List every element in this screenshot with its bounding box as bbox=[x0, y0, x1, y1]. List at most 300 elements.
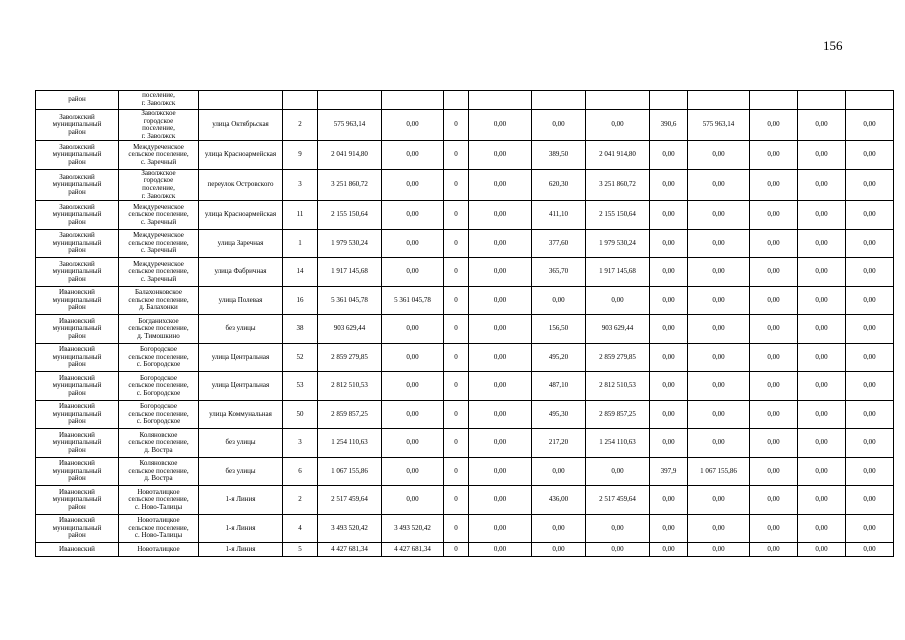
cell-value-14: 0,00 bbox=[798, 457, 846, 486]
cell-district bbox=[36, 457, 119, 486]
cell-value-6: 0,00 bbox=[382, 169, 444, 200]
cell-value-13: 0,00 bbox=[750, 457, 798, 486]
cell-value-13: 0,00 bbox=[750, 372, 798, 401]
settlement-line: Междуреченское bbox=[133, 259, 184, 268]
cell-value-9: 411,10 bbox=[532, 201, 586, 230]
cell-value-6: 0,00 bbox=[382, 201, 444, 230]
cell-district bbox=[36, 400, 119, 429]
cell-value-8: 0,00 bbox=[469, 110, 532, 141]
cell-value-11: 0,00 bbox=[650, 400, 688, 429]
settlement-line: с. Заречный bbox=[140, 246, 177, 255]
table-row bbox=[36, 543, 894, 557]
cell-value-13: 0,00 bbox=[750, 286, 798, 315]
cell-value-12: 0,00 bbox=[688, 201, 750, 230]
settlement-line: сельское поселение, bbox=[128, 438, 189, 447]
cell-value-14: 0,00 bbox=[798, 169, 846, 200]
cell-settlement bbox=[119, 141, 199, 170]
table-row bbox=[36, 429, 894, 458]
cell-value-6: 0,00 bbox=[382, 258, 444, 287]
settlement-line: Междуреченское bbox=[133, 142, 184, 151]
cell-value-12: 0,00 bbox=[688, 372, 750, 401]
cell-value-10: 2 812 510,53 bbox=[586, 372, 650, 401]
cell-settlement bbox=[119, 486, 199, 515]
district-line: Заволжский bbox=[59, 259, 95, 268]
table-row bbox=[36, 400, 894, 429]
district-line: район bbox=[68, 531, 86, 540]
cell-value-10: 2 517 459,64 bbox=[586, 486, 650, 515]
cell-value-6: 0,00 bbox=[382, 315, 444, 344]
cell-value-8: 0,00 bbox=[469, 169, 532, 200]
cell-value-12: 0,00 bbox=[688, 169, 750, 200]
settlement-line: г. Заволжск bbox=[141, 131, 176, 140]
cell-settlement bbox=[119, 258, 199, 287]
cell-value-13: 0,00 bbox=[750, 201, 798, 230]
cell-settlement bbox=[119, 169, 199, 200]
cell-value-9: 0,00 bbox=[532, 543, 586, 557]
housing-registry-table bbox=[35, 90, 894, 557]
cell-settlement bbox=[119, 110, 199, 141]
cell-value-12: 575 963,14 bbox=[688, 110, 750, 141]
table-row bbox=[36, 514, 894, 543]
cell-value-13: 0,00 bbox=[750, 141, 798, 170]
settlement-line: городское bbox=[143, 116, 174, 125]
cell-value-15: 0,00 bbox=[846, 315, 894, 344]
cell-value-10: 3 251 860,72 bbox=[586, 169, 650, 200]
cell-settlement bbox=[119, 229, 199, 258]
settlement-line: г. Заволжск bbox=[141, 99, 176, 107]
settlement-line: городское bbox=[143, 176, 174, 185]
cell-value-11: 0,00 bbox=[650, 543, 688, 557]
cell-value-13: 0,00 bbox=[750, 169, 798, 200]
cell-value-14: 0,00 bbox=[798, 110, 846, 141]
cell-value-14: 0,00 bbox=[798, 400, 846, 429]
cell-street: без улицы bbox=[199, 457, 283, 486]
cell-value-15: 0,00 bbox=[846, 229, 894, 258]
cell-value-13 bbox=[750, 91, 798, 110]
settlement-line: Богородское bbox=[140, 373, 177, 382]
cell-house-number: 6 bbox=[283, 457, 318, 486]
table-row bbox=[36, 486, 894, 515]
cell-value-8: 0,00 bbox=[469, 543, 532, 557]
cell-house-number: 50 bbox=[283, 400, 318, 429]
district-line: район bbox=[68, 474, 86, 483]
cell-street: без улицы bbox=[199, 429, 283, 458]
cell-value-7: 0 bbox=[444, 457, 469, 486]
cell-value-8: 0,00 bbox=[469, 229, 532, 258]
cell-street: улица Заречная bbox=[199, 229, 283, 258]
district-line: Ивановский bbox=[59, 345, 95, 354]
cell-value-15: 0,00 bbox=[846, 110, 894, 141]
cell-value-14: 0,00 bbox=[798, 343, 846, 372]
district-line: Ивановский bbox=[59, 430, 95, 439]
cell-value-8: 0,00 bbox=[469, 400, 532, 429]
cell-value-5: 1 917 145,68 bbox=[318, 258, 382, 287]
district-line: Ивановский bbox=[59, 316, 95, 325]
cell-value-5: 2 517 459,64 bbox=[318, 486, 382, 515]
cell-settlement bbox=[119, 543, 199, 557]
cell-house-number: 4 bbox=[283, 514, 318, 543]
cell-value-15: 0,00 bbox=[846, 514, 894, 543]
cell-house-number: 16 bbox=[283, 286, 318, 315]
settlement-line: Новоталицкое bbox=[137, 544, 180, 553]
settlement-line: поселение, bbox=[142, 91, 175, 100]
cell-value-12: 0,00 bbox=[688, 514, 750, 543]
district-line: Ивановский bbox=[59, 459, 95, 468]
cell-value-7: 0 bbox=[444, 315, 469, 344]
cell-value-5: 2 859 279,85 bbox=[318, 343, 382, 372]
cell-settlement bbox=[119, 372, 199, 401]
district-line: район bbox=[68, 217, 86, 226]
cell-value-15: 0,00 bbox=[846, 372, 894, 401]
table-row bbox=[36, 141, 894, 170]
settlement-line: сельское поселение, bbox=[128, 381, 189, 390]
cell-value-12: 0,00 bbox=[688, 400, 750, 429]
cell-value-12: 0,00 bbox=[688, 315, 750, 344]
cell-district bbox=[36, 169, 119, 200]
district-line: Заволжский bbox=[59, 112, 95, 121]
cell-value-10: 0,00 bbox=[586, 110, 650, 141]
cell-district bbox=[36, 315, 119, 344]
table-row bbox=[36, 343, 894, 372]
cell-value-8: 0,00 bbox=[469, 286, 532, 315]
district-line: Заволжский bbox=[59, 142, 95, 151]
settlement-line: с. Богородское bbox=[136, 360, 181, 369]
cell-district bbox=[36, 91, 119, 110]
cell-value-12: 0,00 bbox=[688, 229, 750, 258]
district-line: муниципальный bbox=[52, 238, 102, 247]
cell-value-14: 0,00 bbox=[798, 486, 846, 515]
settlement-line: с. Заречный bbox=[140, 157, 177, 166]
cell-value-15: 0,00 bbox=[846, 141, 894, 170]
district-line: муниципальный bbox=[52, 210, 102, 219]
cell-value-12 bbox=[688, 91, 750, 110]
settlement-line: сельское поселение, bbox=[128, 295, 189, 304]
cell-value-7: 0 bbox=[444, 258, 469, 287]
cell-value-9: 217,20 bbox=[532, 429, 586, 458]
cell-house-number: 3 bbox=[283, 429, 318, 458]
settlement-line: сельское поселение, bbox=[128, 238, 189, 247]
cell-street: улица Октябрьская bbox=[199, 110, 283, 141]
cell-value-14: 0,00 bbox=[798, 372, 846, 401]
cell-value-7 bbox=[444, 91, 469, 110]
cell-house-number: 53 bbox=[283, 372, 318, 401]
district-line: муниципальный bbox=[52, 267, 102, 276]
cell-house-number: 14 bbox=[283, 258, 318, 287]
cell-value-5: 575 963,14 bbox=[318, 110, 382, 141]
cell-value-8: 0,00 bbox=[469, 486, 532, 515]
cell-value-5: 2 155 150,64 bbox=[318, 201, 382, 230]
settlement-line: поселение, bbox=[142, 124, 175, 133]
cell-value-8: 0,00 bbox=[469, 141, 532, 170]
district-line: район bbox=[68, 95, 86, 104]
settlement-line: д. Тимошкино bbox=[137, 331, 180, 340]
cell-value-10: 0,00 bbox=[586, 514, 650, 543]
cell-value-6: 3 493 520,42 bbox=[382, 514, 444, 543]
district-line: Ивановский bbox=[59, 288, 95, 297]
district-line: муниципальный bbox=[52, 150, 102, 159]
settlement-line: сельское поселение, bbox=[128, 466, 189, 475]
district-line: Ивановский bbox=[59, 544, 95, 553]
cell-value-7: 0 bbox=[444, 514, 469, 543]
settlement-line: с. Богородское bbox=[136, 388, 181, 397]
district-line: район bbox=[68, 127, 86, 136]
district-line: Заволжский bbox=[59, 202, 95, 211]
settlement-line: Богородское bbox=[140, 345, 177, 354]
cell-value-14: 0,00 bbox=[798, 201, 846, 230]
district-line: Ивановский bbox=[59, 516, 95, 525]
settlement-line: с. Заречный bbox=[140, 217, 177, 226]
settlement-line: сельское поселение, bbox=[128, 210, 189, 219]
cell-value-12: 0,00 bbox=[688, 286, 750, 315]
cell-street: без улицы bbox=[199, 315, 283, 344]
cell-value-8: 0,00 bbox=[469, 457, 532, 486]
cell-house-number: 2 bbox=[283, 110, 318, 141]
cell-value-5: 1 979 530,24 bbox=[318, 229, 382, 258]
cell-value-10: 0,00 bbox=[586, 286, 650, 315]
cell-value-7: 0 bbox=[444, 372, 469, 401]
cell-value-15 bbox=[846, 91, 894, 110]
cell-value-12: 0,00 bbox=[688, 486, 750, 515]
cell-value-11: 0,00 bbox=[650, 201, 688, 230]
cell-value-7: 0 bbox=[444, 201, 469, 230]
cell-district bbox=[36, 543, 119, 557]
district-line: район bbox=[68, 246, 86, 255]
cell-value-8: 0,00 bbox=[469, 372, 532, 401]
settlement-line: Богородское bbox=[140, 402, 177, 411]
cell-value-6: 0,00 bbox=[382, 429, 444, 458]
district-line: муниципальный bbox=[52, 120, 102, 129]
cell-street: 1-я Линия bbox=[199, 543, 283, 557]
cell-value-13: 0,00 bbox=[750, 543, 798, 557]
cell-value-7: 0 bbox=[444, 400, 469, 429]
table-row bbox=[36, 286, 894, 315]
cell-value-6: 5 361 045,78 bbox=[382, 286, 444, 315]
cell-house-number: 11 bbox=[283, 201, 318, 230]
settlement-line: сельское поселение, bbox=[128, 495, 189, 504]
cell-value-10: 0,00 bbox=[586, 457, 650, 486]
district-line: муниципальный bbox=[52, 295, 102, 304]
settlement-line: сельское поселение, bbox=[128, 523, 189, 532]
settlement-line: Заволжское bbox=[141, 169, 176, 177]
settlement-line: сельское поселение, bbox=[128, 352, 189, 361]
cell-value-5: 3 493 520,42 bbox=[318, 514, 382, 543]
cell-district bbox=[36, 141, 119, 170]
cell-value-8: 0,00 bbox=[469, 429, 532, 458]
cell-settlement bbox=[119, 343, 199, 372]
cell-settlement bbox=[119, 286, 199, 315]
cell-value-5: 5 361 045,78 bbox=[318, 286, 382, 315]
cell-value-7: 0 bbox=[444, 110, 469, 141]
cell-value-9: 495,20 bbox=[532, 343, 586, 372]
cell-settlement bbox=[119, 514, 199, 543]
district-line: Заволжский bbox=[59, 172, 95, 181]
cell-value-15: 0,00 bbox=[846, 169, 894, 200]
cell-value-6: 0,00 bbox=[382, 486, 444, 515]
cell-value-10: 2 041 914,80 bbox=[586, 141, 650, 170]
settlement-line: д. Востра bbox=[144, 445, 173, 454]
cell-value-6: 0,00 bbox=[382, 372, 444, 401]
cell-district bbox=[36, 201, 119, 230]
district-line: район bbox=[68, 388, 86, 397]
cell-value-9: 620,30 bbox=[532, 169, 586, 200]
cell-value-11: 0,00 bbox=[650, 514, 688, 543]
cell-value-10: 2 859 279,85 bbox=[586, 343, 650, 372]
district-line: район bbox=[68, 303, 86, 312]
cell-value-6: 0,00 bbox=[382, 110, 444, 141]
district-line: Ивановский bbox=[59, 487, 95, 496]
table-row bbox=[36, 315, 894, 344]
district-line: район bbox=[68, 187, 86, 196]
cell-value-15: 0,00 bbox=[846, 429, 894, 458]
settlement-line: Коляновское bbox=[139, 459, 178, 468]
cell-district bbox=[36, 429, 119, 458]
cell-value-15: 0,00 bbox=[846, 457, 894, 486]
cell-value-11: 0,00 bbox=[650, 286, 688, 315]
cell-district bbox=[36, 286, 119, 315]
district-line: муниципальный bbox=[52, 180, 102, 189]
cell-value-14: 0,00 bbox=[798, 258, 846, 287]
cell-house-number: 38 bbox=[283, 315, 318, 344]
settlement-line: Коляновское bbox=[139, 430, 178, 439]
cell-value-8: 0,00 bbox=[469, 315, 532, 344]
cell-value-13: 0,00 bbox=[750, 343, 798, 372]
cell-street: переулок Островского bbox=[199, 169, 283, 200]
cell-value-8: 0,00 bbox=[469, 343, 532, 372]
cell-street: улица Фабричная bbox=[199, 258, 283, 287]
cell-settlement bbox=[119, 400, 199, 429]
cell-value-9: 0,00 bbox=[532, 286, 586, 315]
cell-value-12: 0,00 bbox=[688, 543, 750, 557]
cell-value-10: 903 629,44 bbox=[586, 315, 650, 344]
settlement-line: сельское поселение, bbox=[128, 267, 189, 276]
cell-value-14: 0,00 bbox=[798, 514, 846, 543]
cell-settlement bbox=[119, 91, 199, 110]
district-line: муниципальный bbox=[52, 495, 102, 504]
cell-value-15: 0,00 bbox=[846, 543, 894, 557]
cell-street: улица Красноармейская bbox=[199, 201, 283, 230]
table-row bbox=[36, 91, 894, 110]
cell-value-7: 0 bbox=[444, 343, 469, 372]
cell-value-11: 0,00 bbox=[650, 258, 688, 287]
cell-value-12: 1 067 155,86 bbox=[688, 457, 750, 486]
cell-value-12: 0,00 bbox=[688, 343, 750, 372]
cell-value-15: 0,00 bbox=[846, 258, 894, 287]
cell-district bbox=[36, 343, 119, 372]
cell-value-9: 0,00 bbox=[532, 514, 586, 543]
district-line: район bbox=[68, 417, 86, 426]
cell-value-5: 1 254 110,63 bbox=[318, 429, 382, 458]
cell-value-11: 0,00 bbox=[650, 486, 688, 515]
cell-value-5: 3 251 860,72 bbox=[318, 169, 382, 200]
table-row bbox=[36, 457, 894, 486]
cell-house-number: 5 bbox=[283, 543, 318, 557]
district-line: Ивановский bbox=[59, 402, 95, 411]
settlement-line: поселение, bbox=[142, 184, 175, 193]
cell-house-number: 1 bbox=[283, 229, 318, 258]
cell-value-8: 0,00 bbox=[469, 201, 532, 230]
cell-street: улица Центральная bbox=[199, 372, 283, 401]
cell-value-10: 2 155 150,64 bbox=[586, 201, 650, 230]
district-line: муниципальный bbox=[52, 409, 102, 418]
cell-value-14: 0,00 bbox=[798, 315, 846, 344]
cell-value-7: 0 bbox=[444, 429, 469, 458]
cell-value-14: 0,00 bbox=[798, 429, 846, 458]
settlement-line: с. Богородское bbox=[136, 417, 181, 426]
district-line: муниципальный bbox=[52, 438, 102, 447]
district-line: муниципальный bbox=[52, 466, 102, 475]
settlement-line: с. Ново-Талицы bbox=[134, 502, 183, 511]
cell-value-9: 156,50 bbox=[532, 315, 586, 344]
cell-value-9: 436,00 bbox=[532, 486, 586, 515]
cell-value-11: 390,6 bbox=[650, 110, 688, 141]
cell-value-14: 0,00 bbox=[798, 141, 846, 170]
cell-value-11: 0,00 bbox=[650, 372, 688, 401]
cell-value-5: 4 427 681,34 bbox=[318, 543, 382, 557]
settlement-line: Междуреченское bbox=[133, 202, 184, 211]
district-line: район bbox=[68, 502, 86, 511]
district-line: район bbox=[68, 157, 86, 166]
district-line: муниципальный bbox=[52, 381, 102, 390]
settlement-line: д. Востра bbox=[144, 474, 173, 483]
cell-value-9: 495,30 bbox=[532, 400, 586, 429]
settlement-line: сельское поселение, bbox=[128, 409, 189, 418]
cell-value-11: 0,00 bbox=[650, 141, 688, 170]
settlement-line: сельское поселение, bbox=[128, 150, 189, 159]
cell-value-15: 0,00 bbox=[846, 486, 894, 515]
settlement-line: Заволжское bbox=[141, 109, 176, 117]
cell-settlement bbox=[119, 315, 199, 344]
cell-value-9: 365,70 bbox=[532, 258, 586, 287]
cell-value-6 bbox=[382, 91, 444, 110]
cell-house-number: 2 bbox=[283, 486, 318, 515]
cell-value-7: 0 bbox=[444, 543, 469, 557]
cell-district bbox=[36, 372, 119, 401]
district-line: Ивановский bbox=[59, 373, 95, 382]
cell-value-7: 0 bbox=[444, 286, 469, 315]
cell-value-11: 0,00 bbox=[650, 315, 688, 344]
cell-value-9: 487,10 bbox=[532, 372, 586, 401]
cell-value-7: 0 bbox=[444, 141, 469, 170]
cell-value-9: 0,00 bbox=[532, 457, 586, 486]
cell-value-13: 0,00 bbox=[750, 429, 798, 458]
cell-district bbox=[36, 258, 119, 287]
cell-value-5: 1 067 155,86 bbox=[318, 457, 382, 486]
cell-value-10: 1 917 145,68 bbox=[586, 258, 650, 287]
cell-value-9: 0,00 bbox=[532, 110, 586, 141]
cell-value-5: 2 041 914,80 bbox=[318, 141, 382, 170]
cell-value-5 bbox=[318, 91, 382, 110]
cell-value-12: 0,00 bbox=[688, 141, 750, 170]
settlement-line: Балахонковское bbox=[135, 288, 182, 297]
table-body bbox=[36, 91, 894, 557]
cell-value-6: 0,00 bbox=[382, 457, 444, 486]
cell-district bbox=[36, 229, 119, 258]
cell-street: улица Центральная bbox=[199, 343, 283, 372]
cell-value-9: 377,60 bbox=[532, 229, 586, 258]
cell-value-15: 0,00 bbox=[846, 400, 894, 429]
settlement-line: Новоталицкое bbox=[137, 516, 180, 525]
cell-value-8 bbox=[469, 91, 532, 110]
cell-value-13: 0,00 bbox=[750, 486, 798, 515]
cell-value-7: 0 bbox=[444, 169, 469, 200]
district-line: район bbox=[68, 331, 86, 340]
cell-value-6: 0,00 bbox=[382, 400, 444, 429]
table-row bbox=[36, 110, 894, 141]
cell-district bbox=[36, 514, 119, 543]
cell-value-14: 0,00 bbox=[798, 286, 846, 315]
district-line: муниципальный bbox=[52, 523, 102, 532]
cell-value-13: 0,00 bbox=[750, 514, 798, 543]
